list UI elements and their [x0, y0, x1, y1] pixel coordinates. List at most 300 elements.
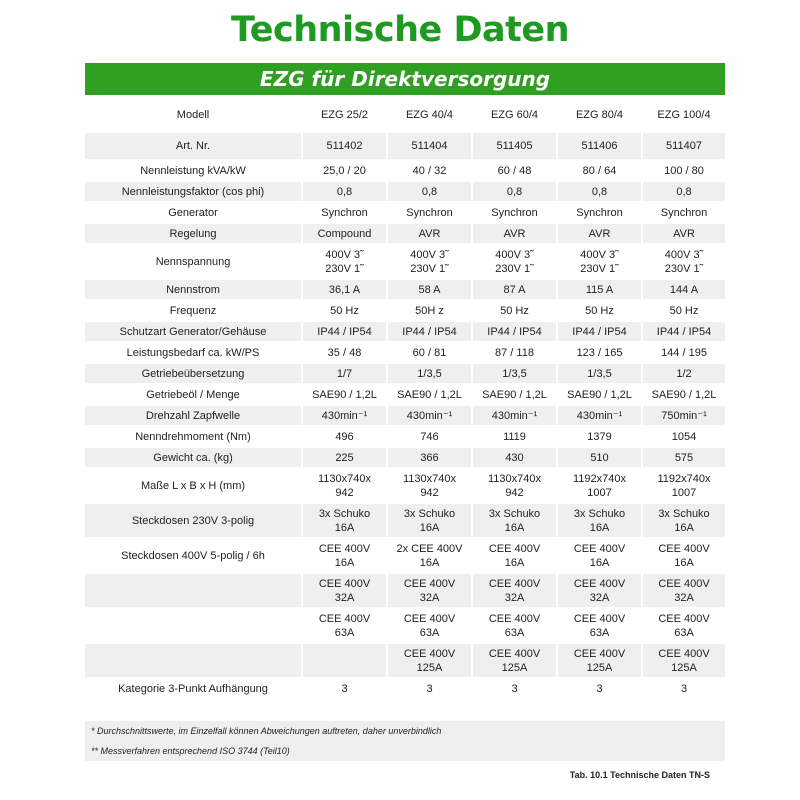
cell-line: 16A — [334, 556, 355, 569]
cell-line: 1/3,5 — [417, 367, 442, 380]
table-cell — [558, 343, 643, 364]
table-cell — [643, 539, 725, 574]
table-cell — [473, 161, 558, 182]
table-cell — [473, 364, 558, 385]
row-label: Nennstrom — [85, 280, 303, 301]
cell-line: 575 — [674, 451, 694, 464]
row-label: Regelung — [85, 224, 303, 245]
row-label: Kategorie 3-Punkt Aufhängung — [85, 679, 303, 701]
table-row — [85, 322, 725, 343]
cell-line: CEE 400V — [573, 647, 626, 660]
table-cell — [473, 98, 558, 133]
cell-line: 63A — [334, 626, 355, 639]
cell-line: 1007 — [671, 486, 697, 499]
row-label: Art. Nr. — [85, 133, 303, 161]
page-title: Technische Daten — [230, 10, 570, 50]
cell-line: CEE 400V — [488, 577, 541, 590]
cell-line: 1192x740x — [572, 472, 626, 485]
table-row — [85, 343, 725, 364]
cell-line: 3 — [341, 683, 348, 695]
table-cell — [473, 469, 558, 504]
row-label: Getriebeöl / Menge — [85, 385, 303, 406]
cell-line: CEE 400V — [318, 577, 371, 590]
cell-line: CEE 400V — [573, 542, 626, 555]
table-caption: Tab. 10.1 Technische Daten TN-S — [569, 770, 710, 780]
cell-line: AVR — [673, 227, 695, 240]
cell-line: 50H z — [415, 304, 444, 317]
table-cell — [303, 343, 388, 364]
cell-line: 3x Schuko — [658, 507, 710, 520]
table-cell — [303, 301, 388, 322]
table-cell — [303, 609, 388, 644]
cell-line: 125A — [586, 661, 613, 674]
table-cell — [388, 574, 473, 609]
cell-line: 3 — [596, 683, 603, 695]
cell-line: 1130x740x — [402, 472, 456, 485]
cell-line: 50 Hz — [500, 304, 529, 317]
table-cell — [388, 133, 473, 161]
cell-line: 63A — [674, 626, 694, 639]
table-cell — [388, 161, 473, 182]
table-banner: EZG für Direktversorgung — [85, 63, 725, 95]
cell-line: 3 — [511, 683, 518, 695]
row-label: Nennleistungsfaktor (cos phi) — [85, 182, 303, 203]
cell-line: 87 / 118 — [495, 346, 534, 359]
table-cell — [473, 245, 558, 280]
table-cell — [643, 469, 725, 504]
cell-line: 16A — [504, 521, 525, 534]
table-cell — [643, 182, 725, 203]
table-cell — [303, 203, 388, 224]
table-cell — [303, 539, 388, 574]
cell-line: IP44 / IP54 — [487, 325, 542, 338]
table-cell — [388, 406, 473, 427]
cell-line: 430min⁻¹ — [576, 409, 623, 422]
table-row — [85, 280, 725, 301]
table-cell — [558, 504, 643, 539]
cell-line: SAE90 / 1,2L — [651, 388, 717, 401]
table-cell — [303, 448, 388, 469]
cell-line: 25,0 / 20 — [323, 164, 366, 177]
spec-table — [85, 98, 725, 701]
table-cell — [558, 301, 643, 322]
table-row — [85, 504, 725, 539]
table-cell — [303, 679, 388, 701]
cell-line: CEE 400V — [403, 612, 456, 625]
cell-line: SAE90 / 1,2L — [312, 388, 377, 401]
cell-line: 16A — [589, 521, 610, 534]
cell-line: 230V 1˜ — [495, 262, 534, 275]
cell-line: 125A — [501, 661, 528, 674]
table-cell — [558, 203, 643, 224]
table-cell — [473, 504, 558, 539]
cell-line: 1/3,5 — [587, 367, 612, 380]
cell-line: CEE 400V — [403, 647, 456, 660]
table-cell — [558, 224, 643, 245]
cell-line: 230V 1˜ — [325, 262, 364, 275]
table-cell — [473, 574, 558, 609]
row-label: Frequenz — [85, 301, 303, 322]
table-row — [85, 161, 725, 182]
cell-line: 3x Schuko — [488, 507, 541, 520]
cell-line: 3 — [426, 683, 433, 695]
cell-line: 510 — [590, 451, 609, 464]
cell-line: 1192x740x — [657, 472, 711, 485]
table-cell — [643, 385, 725, 406]
row-label: Nennleistung kVA/kW — [85, 161, 303, 182]
table-cell — [643, 343, 725, 364]
table-row — [85, 301, 725, 322]
table-row — [85, 133, 725, 161]
cell-line: SAE90 / 1,2L — [482, 388, 547, 401]
cell-line: 1054 — [671, 430, 697, 443]
cell-line: 230V 1˜ — [410, 262, 449, 275]
table-cell — [473, 406, 558, 427]
cell-line: Synchron — [406, 206, 453, 219]
cell-line: 3x Schuko — [318, 507, 371, 520]
cell-line: 36,1 A — [328, 283, 361, 296]
cell-line: 63A — [504, 626, 525, 639]
cell-line: 1119 — [503, 430, 526, 443]
table-cell — [558, 98, 643, 133]
table-cell — [558, 406, 643, 427]
table-row — [85, 469, 725, 504]
cell-line: 511404 — [411, 140, 448, 152]
table-cell — [388, 322, 473, 343]
table-cell — [388, 679, 473, 701]
table-cell — [473, 280, 558, 301]
cell-line: CEE 400V — [318, 612, 371, 625]
cell-line: 511407 — [666, 140, 702, 152]
table-cell — [303, 427, 388, 448]
cell-line: 1/7 — [336, 367, 353, 380]
table-cell — [643, 322, 725, 343]
table-row — [85, 364, 725, 385]
table-cell — [643, 504, 725, 539]
table-cell — [388, 385, 473, 406]
table-cell — [643, 609, 725, 644]
row-label: Steckdosen 400V 5-polig / 6h — [85, 539, 303, 574]
cell-line: 430min⁻¹ — [491, 409, 538, 422]
cell-line: 2x CEE 400V — [396, 542, 463, 555]
cell-line: Compound — [317, 227, 372, 240]
table-cell — [558, 161, 643, 182]
table-cell — [643, 203, 725, 224]
cell-line: 496 — [335, 430, 354, 443]
table-cell — [473, 224, 558, 245]
cell-line: 1/2 — [676, 367, 692, 380]
table-cell — [473, 343, 558, 364]
table-cell — [303, 406, 388, 427]
cell-line: Synchron — [321, 206, 368, 219]
table-cell — [388, 364, 473, 385]
table-cell — [388, 609, 473, 644]
table-row — [85, 203, 725, 224]
cell-line: 1130x740x — [317, 472, 371, 485]
cell-line: 16A — [504, 556, 525, 569]
cell-line: 32A — [674, 591, 694, 604]
table-cell — [473, 133, 558, 161]
table-cell — [643, 574, 725, 609]
row-label: Generator — [85, 203, 303, 224]
table-row — [85, 182, 725, 203]
cell-line: IP44 / IP54 — [402, 325, 457, 338]
cell-line: CEE 400V — [658, 577, 710, 590]
table-cell — [473, 182, 558, 203]
cell-line: 225 — [335, 451, 354, 464]
cell-line: 430min⁻¹ — [321, 409, 368, 422]
table-row — [85, 406, 725, 427]
cell-line: 1379 — [587, 430, 612, 443]
cell-line: 511402 — [326, 140, 363, 152]
cell-line: 144 / 195 — [661, 346, 707, 359]
table-cell — [388, 224, 473, 245]
table-cell — [388, 469, 473, 504]
table-cell — [388, 245, 473, 280]
cell-line: 125A — [416, 661, 443, 674]
spec-table-body — [85, 98, 725, 701]
table-cell — [643, 245, 725, 280]
table-cell — [303, 322, 388, 343]
cell-line: CEE 400V — [488, 647, 541, 660]
table-row — [85, 679, 725, 701]
table-cell — [643, 448, 725, 469]
row-label: Nennspannung — [85, 245, 303, 280]
table-cell — [473, 385, 558, 406]
cell-line: AVR — [588, 227, 611, 240]
table-cell — [558, 385, 643, 406]
cell-line: IP44 / IP54 — [572, 325, 627, 338]
table-cell — [643, 98, 725, 133]
cell-line: 32A — [504, 591, 525, 604]
cell-line: 80 / 64 — [582, 164, 617, 177]
cell-line: 60 / 81 — [412, 346, 447, 359]
cell-line: AVR — [503, 227, 526, 240]
cell-line: 400V 3˜ — [664, 248, 704, 261]
table-cell — [473, 679, 558, 701]
cell-line: 32A — [334, 591, 355, 604]
table-row — [85, 644, 725, 679]
table-cell — [303, 644, 388, 679]
cell-line: EZG 100/4 — [657, 108, 711, 121]
cell-line: 35 / 48 — [327, 346, 362, 359]
table-cell — [388, 644, 473, 679]
row-label: Modell — [85, 98, 303, 133]
cell-line: 0,8 — [676, 185, 692, 198]
cell-line: 123 / 165 — [576, 346, 623, 359]
table-cell — [643, 406, 725, 427]
cell-line: 0,8 — [591, 185, 608, 198]
cell-line: 430min⁻¹ — [406, 409, 453, 422]
cell-line: 0,8 — [506, 185, 523, 198]
table-cell — [643, 644, 725, 679]
cell-line: 3x Schuko — [403, 507, 456, 520]
cell-line: 50 Hz — [330, 304, 359, 317]
table-cell — [303, 469, 388, 504]
cell-line: 400V 3˜ — [410, 248, 449, 261]
cell-line: CEE 400V — [658, 612, 710, 625]
cell-line: CEE 400V — [573, 577, 626, 590]
table-cell — [558, 644, 643, 679]
table-cell — [643, 133, 725, 161]
table-cell — [388, 301, 473, 322]
cell-line: 511406 — [581, 140, 618, 152]
cell-line: 32A — [589, 591, 610, 604]
table-cell — [643, 301, 725, 322]
table-row — [85, 98, 725, 133]
table-cell — [558, 679, 643, 701]
cell-line: EZG 40/4 — [405, 108, 454, 121]
cell-line: 230V 1˜ — [664, 262, 704, 275]
row-label: Gewicht ca. (kg) — [85, 448, 303, 469]
row-label: Nenndrehmoment (Nm) — [85, 427, 303, 448]
table-cell — [303, 224, 388, 245]
cell-line: 230V 1˜ — [580, 262, 619, 275]
cell-line: 115 A — [585, 283, 614, 296]
cell-line: 50 Hz — [585, 304, 614, 317]
cell-line: 40 / 32 — [412, 164, 447, 177]
footnote-measurement: ** Messverfahren entsprechend ISO 3744 (Teil10) — [85, 741, 725, 761]
cell-line: 16A — [674, 521, 694, 534]
table-cell — [388, 182, 473, 203]
cell-line: 16A — [334, 521, 355, 534]
table-cell — [388, 280, 473, 301]
table-cell — [473, 322, 558, 343]
table-cell — [473, 427, 558, 448]
cell-line: Synchron — [491, 206, 538, 219]
footnote-average: * Durchschnittswerte, im Einzelfall können Abweichungen auftreten, daher unverbindlich — [85, 721, 725, 741]
table-cell — [388, 539, 473, 574]
table-cell — [558, 280, 643, 301]
row-label: Schutzart Generator/Gehäuse — [85, 322, 303, 343]
cell-line: Synchron — [576, 206, 623, 219]
table-cell — [388, 427, 473, 448]
cell-line: 32A — [419, 591, 440, 604]
table-cell — [558, 364, 643, 385]
table-cell — [473, 448, 558, 469]
table-cell — [303, 161, 388, 182]
table-row — [85, 609, 725, 644]
table-cell — [473, 203, 558, 224]
table-cell — [303, 364, 388, 385]
table-cell — [643, 280, 725, 301]
table-cell — [643, 364, 725, 385]
table-row — [85, 224, 725, 245]
table-cell — [303, 504, 388, 539]
table-cell — [558, 427, 643, 448]
cell-line: 63A — [419, 626, 440, 639]
cell-line: 0,8 — [336, 185, 353, 198]
table-cell — [558, 245, 643, 280]
cell-line: CEE 400V — [488, 542, 541, 555]
row-label: Maße L x B x H (mm) — [85, 469, 303, 504]
table-cell — [303, 280, 388, 301]
cell-line: EZG 25/2 — [320, 108, 369, 121]
table-row — [85, 385, 725, 406]
cell-line: SAE90 / 1,2L — [567, 388, 632, 401]
cell-line: 60 / 48 — [497, 164, 532, 177]
row-label: Drehzahl Zapfwelle — [85, 406, 303, 427]
table-cell — [558, 469, 643, 504]
table-cell — [303, 133, 388, 161]
table-cell — [473, 539, 558, 574]
cell-line: 400V 3˜ — [580, 248, 619, 261]
cell-line: 746 — [420, 430, 439, 443]
row-label: Leistungsbedarf ca. kW/PS — [85, 343, 303, 364]
table-cell — [303, 385, 388, 406]
cell-line: 16A — [419, 556, 440, 569]
table-row — [85, 448, 725, 469]
cell-line: CEE 400V — [403, 577, 456, 590]
table-cell — [303, 98, 388, 133]
cell-line: 87 A — [503, 283, 526, 296]
cell-line: 63A — [589, 626, 610, 639]
table-cell — [388, 343, 473, 364]
row-label: Getriebeübersetzung — [85, 364, 303, 385]
cell-line: 511405 — [496, 140, 533, 152]
cell-line: AVR — [418, 227, 441, 240]
cell-line: 16A — [589, 556, 610, 569]
cell-line: 430 — [505, 451, 524, 464]
cell-line: 400V 3˜ — [495, 248, 534, 261]
cell-line: 50 Hz — [669, 304, 699, 317]
table-cell — [388, 448, 473, 469]
table-cell — [558, 182, 643, 203]
table-row — [85, 427, 725, 448]
cell-line: EZG 60/4 — [490, 108, 539, 121]
table-cell — [558, 574, 643, 609]
table-cell — [558, 539, 643, 574]
table-cell — [473, 301, 558, 322]
cell-line: 125A — [671, 661, 697, 674]
table-cell — [643, 224, 725, 245]
cell-line: CEE 400V — [488, 612, 541, 625]
cell-line: 16A — [419, 521, 440, 534]
table-row — [85, 574, 725, 609]
cell-line: 58 A — [418, 283, 441, 296]
cell-line: EZG 80/4 — [575, 108, 624, 121]
cell-line: 0,8 — [421, 185, 438, 198]
row-label — [85, 644, 303, 679]
table-cell — [303, 245, 388, 280]
cell-line: 942 — [420, 486, 439, 499]
table-cell — [473, 644, 558, 679]
cell-line: IP44 / IP54 — [656, 325, 712, 338]
cell-line: 1007 — [587, 486, 612, 499]
cell-line: IP44 / IP54 — [317, 325, 372, 338]
cell-line: 1/3,5 — [502, 367, 527, 380]
cell-line: 3 — [680, 683, 688, 695]
table-cell — [643, 427, 725, 448]
cell-line: CEE 400V — [318, 542, 371, 555]
cell-line: Synchron — [660, 206, 708, 219]
cell-line: 1130x740x — [487, 472, 541, 485]
cell-line: CEE 400V — [573, 612, 626, 625]
row-label — [85, 609, 303, 644]
table-cell — [388, 504, 473, 539]
cell-line: CEE 400V — [658, 542, 710, 555]
table-row — [85, 539, 725, 574]
table-cell — [303, 574, 388, 609]
table-cell — [558, 133, 643, 161]
cell-line: 942 — [335, 486, 354, 499]
table-cell — [558, 322, 643, 343]
row-label: Steckdosen 230V 3-polig — [85, 504, 303, 539]
cell-line: 16A — [674, 556, 694, 569]
cell-line: SAE90 / 1,2L — [397, 388, 462, 401]
table-cell — [558, 448, 643, 469]
cell-line: CEE 400V — [658, 647, 710, 660]
